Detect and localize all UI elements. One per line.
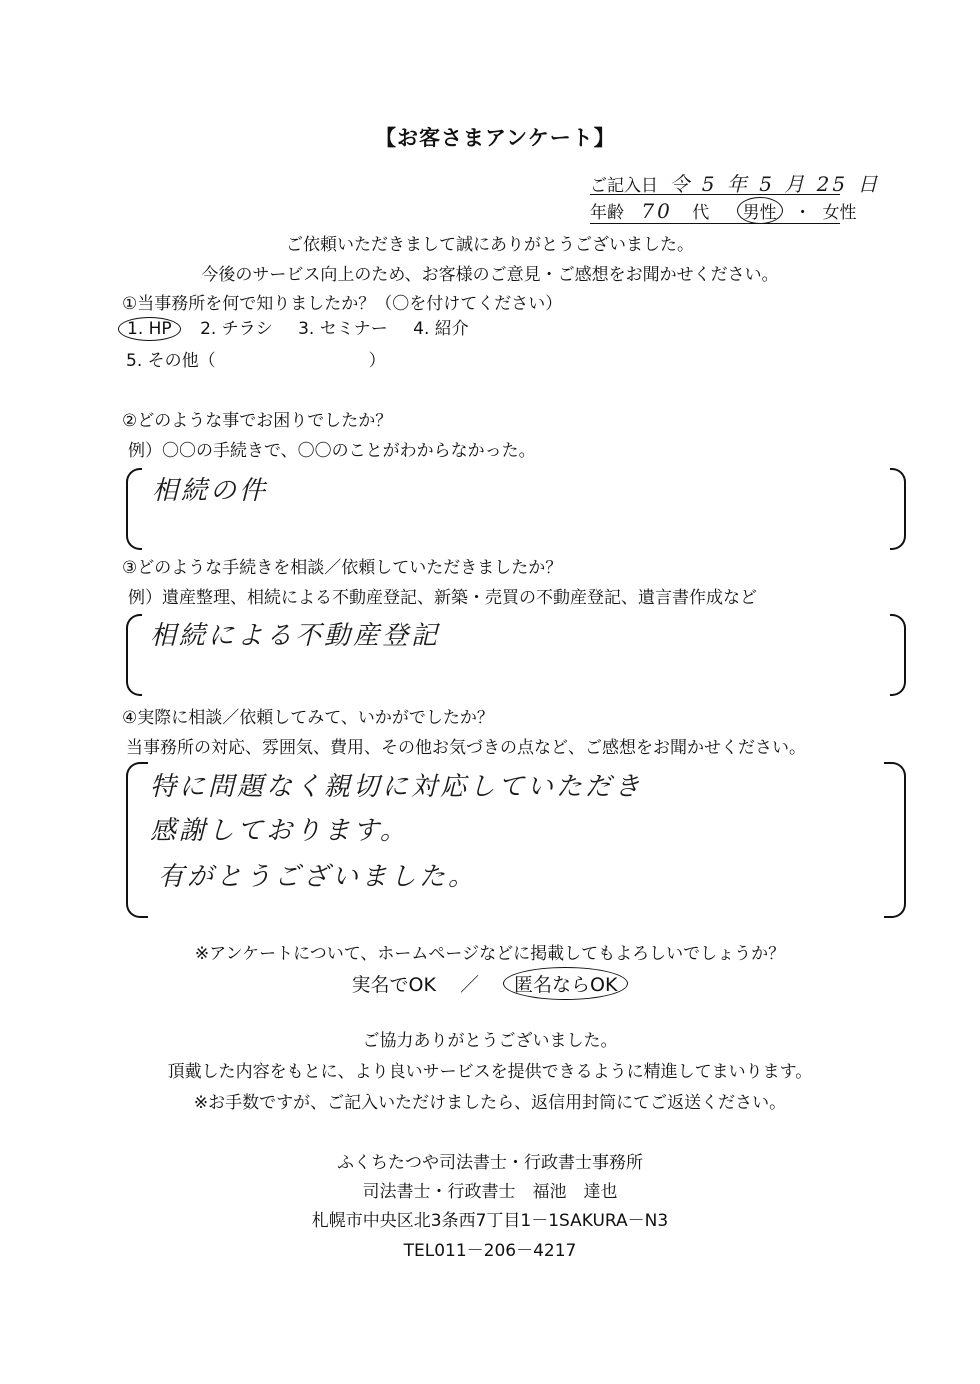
q3-answer-bracket-right [890,614,906,696]
q4-answer-bracket-left [126,762,148,918]
q2-answer: 相続の件 [152,476,269,506]
q1-option-4: 4. 紹介 [413,319,469,339]
intro-line-1: ご依頼いただきまして誠にありがとうございました。 [286,235,694,255]
publish-question: ※アンケートについて、ホームページなどに掲載してもよろしいでしょうか？ [194,944,786,964]
age-value: 70 [641,199,673,223]
office-address: 札幌市中央区北3条西7丁目1－1SAKURA－N3 [311,1211,669,1231]
q1-option-2: 2. チラシ [200,319,273,339]
closing-line-2: 頂戴した内容をもとに、より良いサービスを提供できるように精進してまいります。 [167,1062,813,1082]
q1-other: 5. その他（ ） [126,351,386,371]
q3-answer: 相続による不動産登記 [150,621,441,651]
q1-options [118,314,469,341]
age-label: 年齢 [590,203,624,223]
closing-line-3: ※お手数ですが、ご記入いただけましたら、返信用封筒にてご返送ください。 [193,1093,787,1113]
age-gender-row [590,197,857,224]
office-tel: TEL011－206－4217 [403,1241,577,1261]
office-person: 司法書士・行政書士 福池 達也 [362,1182,618,1202]
q3-question: ③どのような手続きを相談／依頼していただきましたか？ [122,558,563,578]
q1-option-3: 3. セミナー [298,319,388,339]
q4-question: ④実際に相談／依頼してみて、いかがでしたか？ [122,708,494,728]
q3-example: 例）遺産整理、相続による不動産登記、新築・売買の不動産登記、遺言書作成など [128,588,757,608]
publish-anonymous: 匿名ならOK [514,974,618,996]
q4-answer-bracket-right [884,762,906,918]
gender-male-circled [737,197,783,224]
q1-option-1-circled [118,317,181,341]
q2-answer-bracket-left [126,468,142,550]
date-label: ご記入日 [590,176,658,196]
closing-line-1: ご協力ありがとうございました。 [362,1031,618,1051]
q4-example: 当事務所の対応、雰囲気、費用、その他お気づきの点など、ご感想をお聞かせください。 [126,738,806,758]
gender-female: 女性 [822,203,857,223]
q2-example: 例）〇〇の手続きで、〇〇のことがわからなかった。 [128,441,536,461]
gender-male: 男性 [742,203,777,223]
q4-answer-line-3: 有がとうございました。 [158,862,478,892]
publish-separator: ／ [459,974,479,996]
publish-anonymous-circled [503,967,628,1000]
office-name: ふくちたつや司法書士・行政書士事務所 [337,1153,643,1173]
q4-answer-line-2: 感謝しております。 [150,816,409,846]
publish-options [0,967,980,1000]
q2-answer-bracket-right [890,468,906,550]
q4-answer-line-1: 特に問題なく親切に対応していただき [150,772,644,802]
date-row [590,168,881,196]
publish-real-name: 実名でOK [351,974,436,996]
q2-question: ②どのような事でお困りでしたか？ [122,411,393,431]
q1-option-1: 1. HP [127,319,172,339]
page-title: 【お客さまアンケート】 [375,126,616,150]
q3-answer-bracket-left [126,614,142,696]
age-suffix: 代 [692,203,710,223]
date-value: 令 5 年 5 月 25 日 [669,172,881,196]
q1-question: ①当事務所を何で知りましたか？（〇を付けてください） [122,294,563,314]
intro-line-2: 今後のサービス向上のため、お客様のご意見・ご感想をお聞かせください。 [201,265,779,285]
gender-separator: ・ [794,203,812,223]
